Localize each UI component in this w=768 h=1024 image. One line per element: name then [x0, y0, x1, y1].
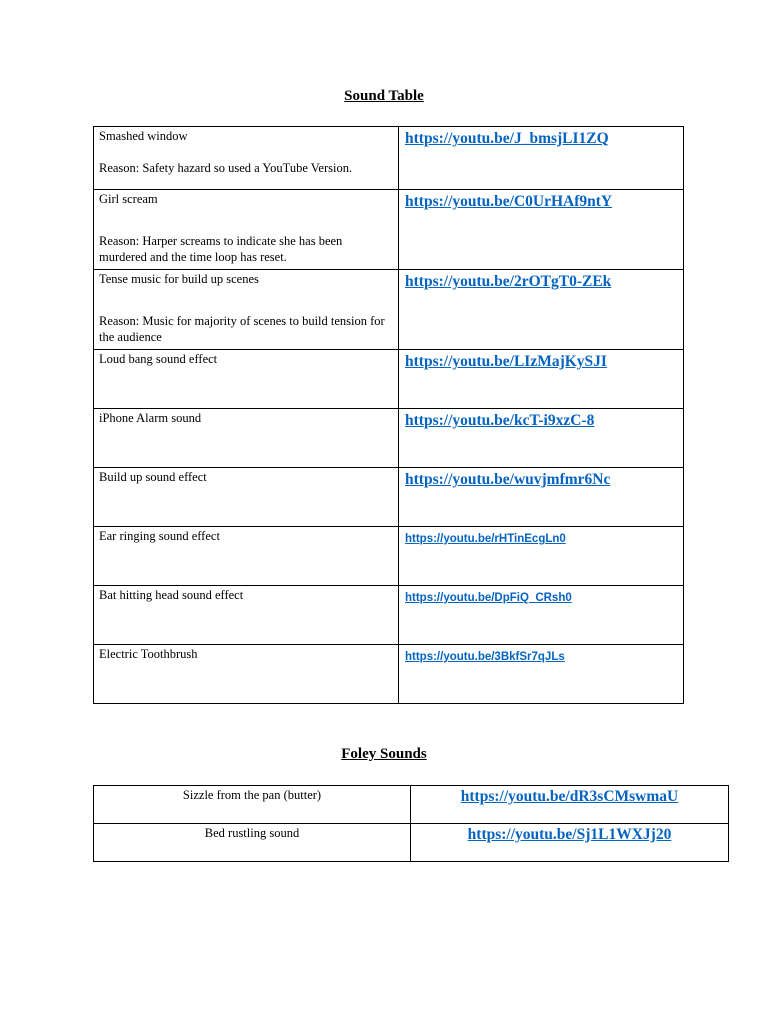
sound-link[interactable]: https://youtu.be/rHTinEcgLn0: [405, 533, 566, 545]
sound-link-cell: [399, 586, 684, 645]
sound-description: iPhone Alarm sound: [99, 411, 202, 425]
sound-reason: Reason: Music for majority of scenes to build tension for the audience: [99, 314, 385, 344]
sound-link-cell: [399, 127, 684, 190]
table-row: [94, 786, 729, 824]
sound-description: Tense music for build up scenes: [99, 272, 259, 286]
sound-description: Ear ringing sound effect: [99, 529, 220, 543]
sound-link[interactable]: https://youtu.be/wuvjmfmr6Nc: [405, 471, 611, 488]
sound-description: Girl scream: [99, 192, 158, 206]
sound-description-cell: [94, 527, 399, 586]
sound-link-cell: [399, 409, 684, 468]
foley-table: [93, 785, 729, 862]
table-row: [94, 527, 684, 586]
foley-link[interactable]: https://youtu.be/dR3sCMswmaU: [460, 788, 679, 805]
foley-description: Bed rustling sound: [94, 824, 411, 862]
table-row: [94, 468, 684, 527]
sound-description-cell: [94, 127, 399, 190]
sound-table: [93, 126, 684, 704]
foley-link[interactable]: https://youtu.be/Sj1L1WXJj20: [467, 826, 672, 843]
sound-reason: Reason: Harper screams to indicate she has been murdered and the time loop has reset.: [99, 234, 343, 264]
table-row: [94, 824, 729, 862]
sound-link-cell: [399, 468, 684, 527]
sound-description-cell: [94, 645, 399, 704]
sound-description-cell: [94, 350, 399, 409]
sound-description-cell: [94, 190, 399, 270]
sound-link-cell: [399, 190, 684, 270]
sound-link-cell: [399, 645, 684, 704]
sound-link-cell: [399, 350, 684, 409]
sound-link-cell: [399, 527, 684, 586]
sound-description-cell: [94, 586, 399, 645]
table-row: [94, 586, 684, 645]
sound-description: Build up sound effect: [99, 470, 207, 484]
table-row: [94, 409, 684, 468]
sound-table-title: Sound Table: [344, 88, 424, 104]
table-row: [94, 350, 684, 409]
sound-description-cell: [94, 270, 399, 350]
sound-link[interactable]: https://youtu.be/3BkfSr7qJLs: [405, 651, 565, 663]
sound-description: Smashed window: [99, 129, 188, 143]
sound-link[interactable]: https://youtu.be/LIzMajKySJI: [405, 353, 607, 370]
foley-sounds-title: Foley Sounds: [341, 746, 427, 762]
sound-description: Bat hitting head sound effect: [99, 588, 244, 602]
sound-reason: Reason: Safety hazard so used a YouTube Version.: [99, 161, 353, 175]
table-row: [94, 127, 684, 190]
sound-link[interactable]: https://youtu.be/2rOTgT0-ZEk: [405, 273, 612, 290]
table-row: [94, 645, 684, 704]
foley-description: Sizzle from the pan (butter): [94, 786, 411, 824]
sound-description-cell: [94, 409, 399, 468]
sound-link[interactable]: https://youtu.be/kcT-i9xzC-8: [405, 412, 595, 429]
sound-description-cell: [94, 468, 399, 527]
sound-link-cell: [399, 270, 684, 350]
foley-link-cell: [411, 824, 729, 862]
sound-link[interactable]: https://youtu.be/DpFiQ_CRsh0: [405, 592, 572, 604]
sound-link[interactable]: https://youtu.be/C0UrHAf9ntY: [405, 193, 613, 210]
table-row: [94, 190, 684, 270]
sound-description: Electric Toothbrush: [99, 647, 198, 661]
table-row: [94, 270, 684, 350]
sound-link[interactable]: https://youtu.be/J_bmsjLI1ZQ: [405, 130, 609, 147]
sound-description: Loud bang sound effect: [99, 352, 218, 366]
foley-link-cell: [411, 786, 729, 824]
